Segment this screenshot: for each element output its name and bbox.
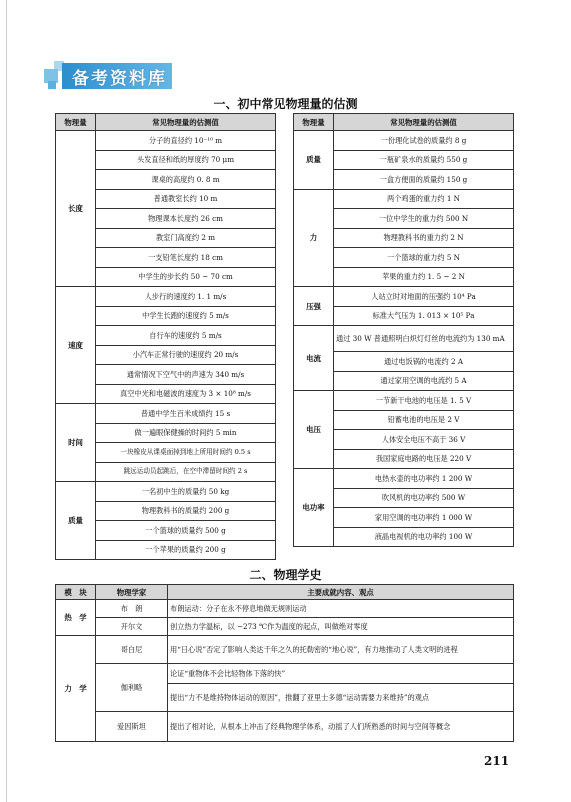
table-cell: 普通中学生百米成绩约 15 s — [96, 404, 276, 424]
section-title-estimates: 一、初中常见物理量的估测 — [213, 97, 358, 111]
table-cell: 一个苹果的质量约 200 g — [96, 540, 276, 560]
table-cell: 一个篮球的质量约 500 g — [96, 521, 276, 541]
table-cell: 吹风机的电功率约 500 W — [334, 488, 514, 508]
achievement-cell: 创立热力学温标，以 −273 ℃作为温度的起点，叫做绝对零度 — [168, 618, 514, 636]
achievement-cell: 提出了相对论，从根本上冲击了经典物理学体系，动摇了人们所熟悉的时间与空间等概念 — [168, 712, 514, 742]
table-cell: 中学生长跑的速度约 5 m/s — [96, 306, 276, 326]
scientist-cell: 伽利略 — [96, 664, 168, 712]
table-cell: 一名初中生的质量约 50 kg — [96, 482, 276, 502]
table-cell: 教室门高度约 2 m — [96, 228, 276, 248]
category-cell: 质量 — [56, 482, 96, 560]
estimates-table-right — [293, 113, 514, 547]
achievement-cell: 提出“力不是维持物体运动的原因”，推翻了亚里士多德“运动需要力来维持”的观点 — [168, 684, 514, 712]
table-cell: 通过家用空调的电流约 5 A — [334, 371, 514, 391]
category-cell: 电压 — [294, 391, 334, 469]
table-cell: 物理课本长度约 26 cm — [96, 209, 276, 229]
table-cell: 通过电饭锅的电流约 2 A — [334, 352, 514, 372]
table-cell: 中学生的步长约 50 ~ 70 cm — [96, 267, 276, 287]
physics-history-table — [55, 584, 514, 742]
category-cell: 时间 — [56, 404, 96, 482]
achievement-cell: 用“日心说”否定了影响人类达千年之久的托勒密的“地心说”，有力地推动了人类文明的进程 — [168, 636, 514, 664]
page-edge — [6, 0, 7, 802]
category-cell: 质量 — [294, 131, 334, 190]
table-cell: 电热水壶的电功率约 1 200 W — [334, 469, 514, 489]
header-title: 备考资料库 — [72, 69, 167, 89]
table-cell: 家用空调的电功率约 1 000 W — [334, 508, 514, 528]
table-cell: 人站立时对地面的压强约 10⁴ Pa — [334, 287, 514, 307]
table-cell: 真空中光和电磁波的速度为 3 × 10⁸ m/s — [96, 384, 276, 404]
table-cell: 通常情况下空气中的声速为 340 m/s — [96, 365, 276, 385]
table-cell: 自行车的速度约 5 m/s — [96, 326, 276, 346]
table-cell: 标准大气压为 1. 013 × 10⁵ Pa — [334, 306, 514, 326]
achievement-cell: 布朗运动：分子在永不停息地做无规则运动 — [168, 600, 514, 618]
scientist-cell: 开尔文 — [96, 618, 168, 636]
column-header: 物理量 — [56, 114, 96, 131]
category-cell: 压强 — [294, 287, 334, 326]
table-cell: 一瓶矿泉水的质量约 550 g — [334, 150, 514, 170]
scientist-cell: 布 朗 — [96, 600, 168, 618]
column-header: 物理学家 — [96, 585, 168, 600]
table-cell: 一节新干电池的电压是 1. 5 V — [334, 391, 514, 411]
category-cell: 长度 — [56, 131, 96, 287]
column-header: 常见物理量的估测值 — [96, 114, 276, 131]
table-cell: 人步行的速度约 1. 1 m/s — [96, 287, 276, 307]
table-cell: 分子的直径约 10⁻¹⁰ m — [96, 131, 276, 151]
module-cell: 热 学 — [56, 600, 96, 636]
table-cell: 普通教室长约 10 m — [96, 189, 276, 209]
category-cell: 电流 — [294, 326, 334, 391]
table-cell: 液晶电视机的电功率约 100 W — [334, 527, 514, 547]
table-cell: 苹果的重力约 1. 5 ~ 2 N — [334, 267, 514, 287]
table-cell: 两个鸡蛋的重力约 1 N — [334, 189, 514, 209]
table-cell: 一个篮球的重力约 5 N — [334, 248, 514, 268]
table-cell: 一块橡皮从课桌面掉到地上所用时间约 0.5 s — [96, 443, 276, 463]
category-cell: 速度 — [56, 287, 96, 404]
category-cell: 力 — [294, 189, 334, 287]
table-cell: 物理教科书的质量约 200 g — [96, 501, 276, 521]
module-cell: 力 学 — [56, 636, 96, 742]
achievement-cell: 论证“重物体不会比轻物体下落的快” — [168, 664, 514, 684]
table-cell: 一盒方便面的质量约 150 g — [334, 170, 514, 190]
table-cell: 物理教科书的重力约 2 N — [334, 228, 514, 248]
section-title-history: 二、物理学史 — [249, 568, 322, 582]
page-number: 211 — [484, 754, 510, 768]
table-cell: 课桌的高度约 0. 8 m — [96, 170, 276, 190]
table-cell: 铅蓄电池的电压是 2 V — [334, 410, 514, 430]
decor-square — [48, 81, 56, 89]
column-header: 物理量 — [294, 114, 334, 131]
section-header — [44, 55, 244, 91]
scientist-cell: 哥白尼 — [96, 636, 168, 664]
table-cell: 一份理化试卷的质量约 8 g — [334, 131, 514, 151]
column-header: 常见物理量的估测值 — [334, 114, 514, 131]
table-cell: 头发直径和纸的厚度约 70 μm — [96, 150, 276, 170]
table-cell: 我国家庭电路的电压是 220 V — [334, 449, 514, 469]
scientist-cell: 爱因斯坦 — [96, 712, 168, 742]
table-cell: 人体安全电压不高于 36 V — [334, 430, 514, 450]
column-header: 模 块 — [56, 585, 96, 600]
table-cell: 通过 30 W 普通照明白炽灯灯丝的电流约为 130 mA — [334, 326, 514, 352]
estimates-table-left — [55, 113, 276, 560]
table-cell: 跳远运动员起跳后，在空中滞留时间约 2 s — [96, 462, 276, 482]
table-cell: 一位中学生的重力约 500 N — [334, 209, 514, 229]
table-cell: 做一遍眼保健操的时间约 5 min — [96, 423, 276, 443]
category-cell: 电功率 — [294, 469, 334, 547]
table-cell: 一支铅笔长度约 18 cm — [96, 248, 276, 268]
table-cell: 小汽车正常行驶的速度约 20 m/s — [96, 345, 276, 365]
column-header: 主要成就内容、观点 — [168, 585, 514, 600]
